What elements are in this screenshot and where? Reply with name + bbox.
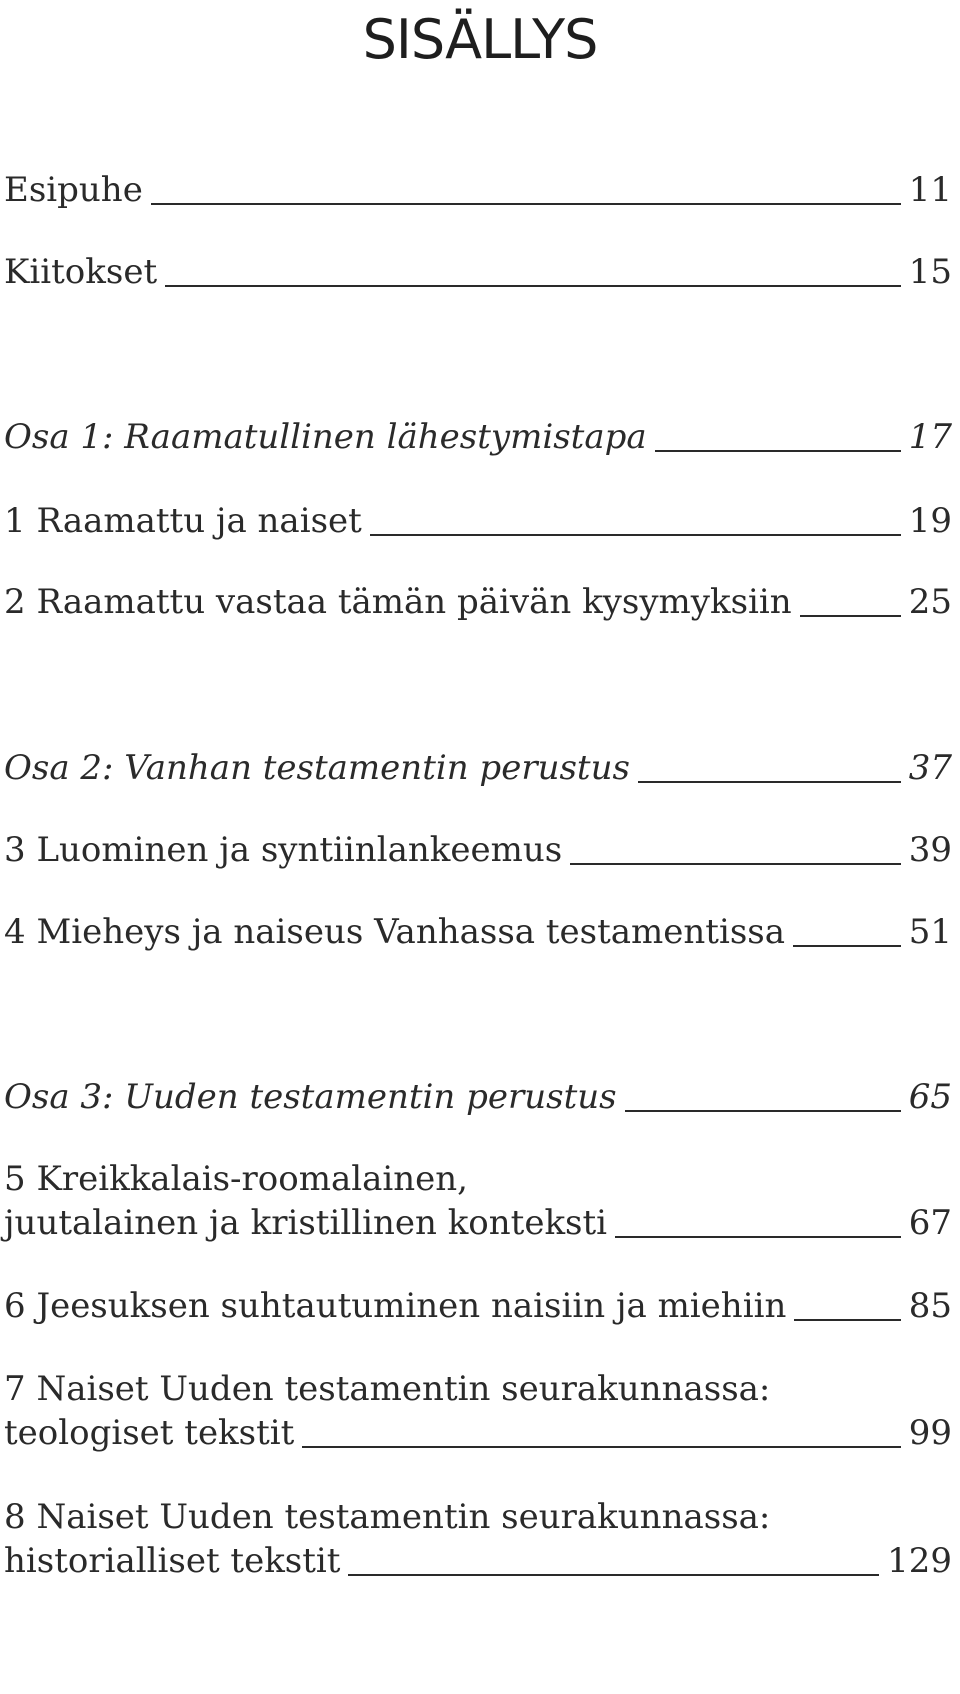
toc-entry-esipuhe[interactable] xyxy=(4,168,952,212)
toc-page-number: 129 xyxy=(887,1541,952,1581)
toc-page-number: 67 xyxy=(908,1203,952,1243)
toc-label: 2 Raamattu vastaa tämän päivän kysymyksiin xyxy=(4,582,792,622)
toc-label-line-1: 5 Kreikkalais-roomalainen, xyxy=(4,1159,468,1199)
toc-label-line-1: 7 Naiset Uuden testamentin seurakunnassa: xyxy=(4,1369,771,1409)
toc-entry-kiitokset[interactable] xyxy=(4,250,952,294)
toc-entry-osa-1[interactable] xyxy=(4,415,952,459)
leader-line xyxy=(625,1110,901,1112)
toc-label: Esipuhe xyxy=(4,170,143,210)
toc-label: 1 Raamattu ja naiset xyxy=(4,501,362,541)
toc-page-number: 25 xyxy=(908,582,952,622)
leader-line xyxy=(370,534,901,536)
toc-label: Osa 3: Uuden testamentin perustus xyxy=(4,1077,617,1117)
page-title: SISÄLLYS xyxy=(362,8,598,71)
toc-label: 6 Jeesuksen suhtautuminen naisiin ja miehiin xyxy=(4,1286,787,1326)
leader-line xyxy=(793,945,901,947)
toc-entry-osa-2[interactable] xyxy=(4,746,952,790)
toc-label-line-2: juutalainen ja kristillinen konteksti xyxy=(4,1203,608,1243)
toc-entry-chapter-1[interactable] xyxy=(4,499,952,543)
toc-entry-chapter-4[interactable] xyxy=(4,910,952,954)
leader-line xyxy=(165,285,901,287)
toc-label: Osa 1: Raamatullinen lähestymistapa xyxy=(4,417,647,457)
toc-entry-chapter-3[interactable] xyxy=(4,828,952,872)
toc-page-number: 15 xyxy=(908,252,952,292)
leader-line xyxy=(655,450,901,452)
toc-page-number: 39 xyxy=(908,830,952,870)
toc-entry-chapter-5[interactable] xyxy=(4,1157,952,1245)
leader-line xyxy=(638,781,901,783)
toc-page-number: 65 xyxy=(908,1077,952,1117)
toc-label: 4 Mieheys ja naiseus Vanhassa testamentissa xyxy=(4,912,785,952)
toc-entry-osa-3[interactable] xyxy=(4,1075,952,1119)
leader-line xyxy=(348,1574,879,1576)
toc-label: 3 Luominen ja syntiinlankeemus xyxy=(4,830,563,870)
toc-label: Osa 2: Vanhan testamentin perustus xyxy=(4,748,630,788)
toc-label-line-2: teologiset tekstit xyxy=(4,1413,295,1453)
toc-entry-chapter-2[interactable] xyxy=(4,580,952,624)
leader-line xyxy=(615,1236,901,1238)
toc-entry-chapter-8[interactable] xyxy=(4,1495,952,1583)
toc-label: Kiitokset xyxy=(4,252,158,292)
toc-page-number: 99 xyxy=(908,1413,952,1453)
toc-page-number: 11 xyxy=(908,170,952,210)
toc-label-line-1: 8 Naiset Uuden testamentin seurakunnassa: xyxy=(4,1497,771,1537)
leader-line xyxy=(151,203,901,205)
toc-page-number: 37 xyxy=(908,748,952,788)
toc-page-number: 85 xyxy=(908,1286,952,1326)
toc-page-number: 17 xyxy=(908,417,952,457)
toc-entry-chapter-6[interactable] xyxy=(4,1284,952,1328)
toc-entry-chapter-7[interactable] xyxy=(4,1367,952,1455)
toc-page-number: 19 xyxy=(908,501,952,541)
leader-line xyxy=(794,1319,900,1321)
leader-line xyxy=(570,863,901,865)
leader-line xyxy=(800,615,901,617)
toc-page-number: 51 xyxy=(908,912,952,952)
leader-line xyxy=(302,1446,900,1448)
toc-label-line-2: historialliset tekstit xyxy=(4,1541,341,1581)
